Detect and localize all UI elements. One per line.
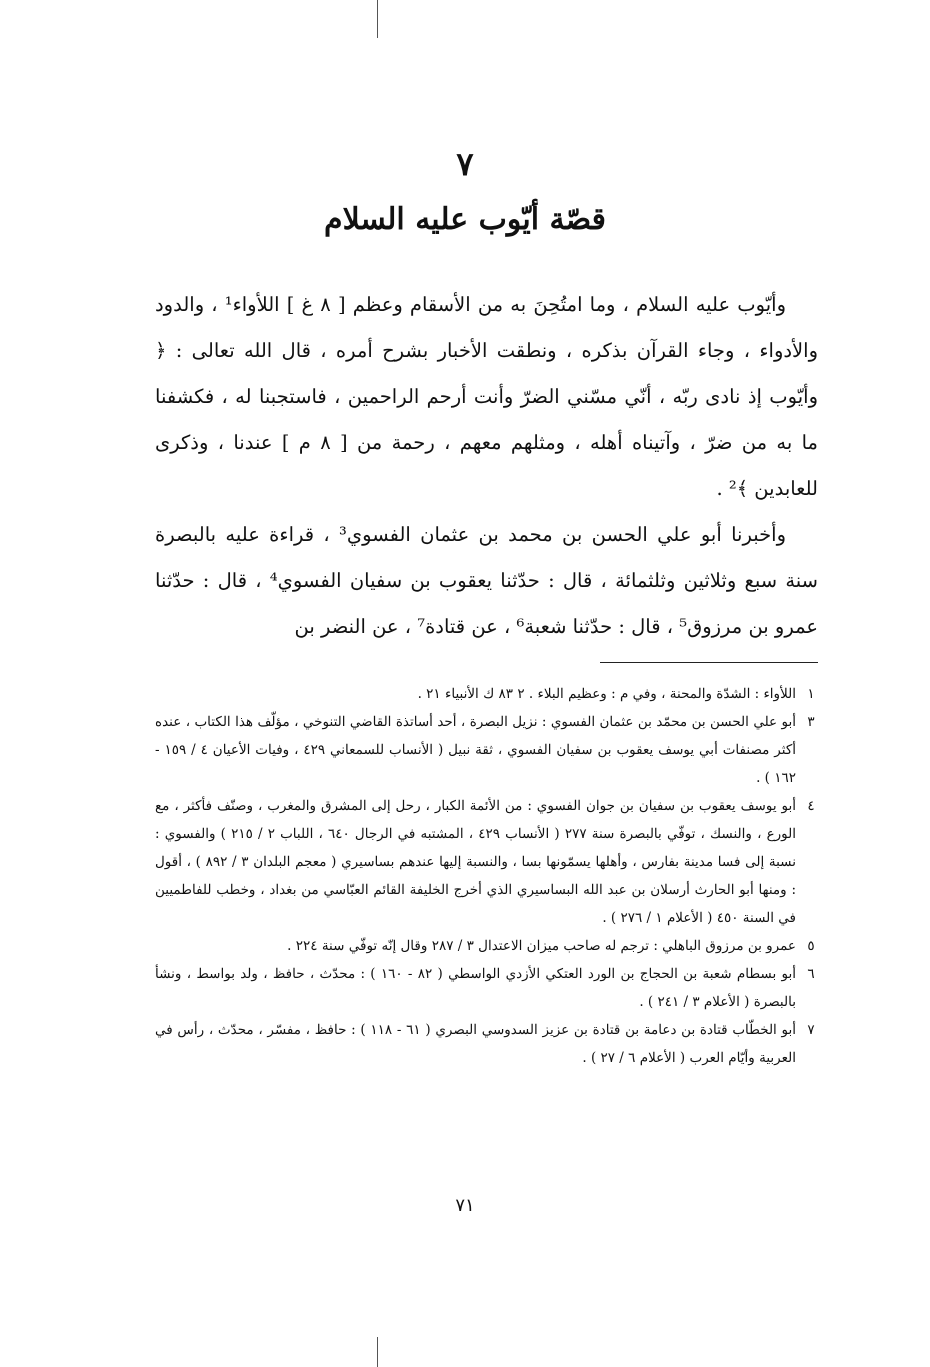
footnote-number: ٤: [807, 798, 815, 814]
fold-mark-bottom: [377, 1337, 378, 1367]
main-text: [155, 282, 818, 650]
footnote-text: أبو علي الحسن بن محمّد بن عثمان الفسوي : نزيل البصرة ، أحد أساتذة القاضي التنوخي ، مؤلّف هذا الكتاب ، عنده أكثر مصنفات أبي يوسف يعقوب بن سفيان الفسوي ، ثقة نبيل ( الأنساب للسمعاني ٤٢٩ ، وفيات الأعيان ٤ / ١٥٩ - ١٦٢ ) .: [155, 714, 796, 786]
footnote-number: ٧: [807, 1022, 815, 1038]
footnote-number: ٣: [807, 714, 815, 730]
footnote: [155, 708, 820, 792]
footnote-number: ٦: [807, 966, 815, 982]
page-number: ٧١: [455, 1195, 475, 1216]
chapter-title: قصّة أيّوب عليه السلام: [324, 202, 606, 237]
footnote: [155, 680, 820, 708]
footnote: [155, 1016, 820, 1072]
fold-mark-top: [377, 0, 378, 38]
footnote: [155, 960, 820, 1016]
footnote-text: أبو الخطّاب قتادة بن دعامة بن قتادة بن عزيز السدوسي البصري ( ٦١ - ١١٨ ) : حافظ ، مفسّر ، محدّث ، رأس في العربية وأيّام العرب ( الأعلام ٦ / ٢٧ ) .: [155, 1022, 796, 1066]
footnote-number: ١: [807, 686, 815, 702]
footnote-text: أبو يوسف يعقوب بن سفيان بن جوان الفسوي : من الأئمة الكبار ، رحل إلى المشرق والمغرب ، وصنّف فأكثر ، مع الورع ، والنسك ، توفّي بالبصرة سنة ٢٧٧ ( الأنساب ٤٢٩ ، المشتبه في الرجال ٦٤٠ ، اللباب ٢ / ٢١٥ ) والفسوي : نسبة إلى فسا مدينة بفارس ، وأهلها يسمّونها بسا ، والنسبة إليها عندهم بساسيري ( معجم البلدان ٣ / ٨٩٢ ) ، أقول : ومنها أبو الحارث أرسلان بن عبد الله البساسيري الذي أخرج الخليفة القائم العبّاسي من بغداد ، وخطب للفاطميين في السنة ٤٥٠ ( الأعلام ١ / ٢٧٦ ) .: [155, 798, 796, 926]
footnote-text: عمرو بن مرزوق الباهلي : ترجم له صاحب ميزان الاعتدال ٣ / ٢٨٧ وقال إنّه توفّي سنة ٢٢٤ .: [287, 938, 796, 954]
footnote: [155, 792, 820, 932]
footnote-number: ٥: [807, 938, 815, 954]
chapter-number: ٧: [456, 145, 474, 183]
footnotes: [155, 680, 820, 1072]
footnote-text: اللأواء : الشدّة والمحنة ، وفي م : وعظيم البلاء . ٢ ٨٣ ك الأنبياء ٢١ .: [417, 686, 796, 702]
paragraph: وأيّوب عليه السلام ، وما امتُحِنَ به من الأسقام وعظم [ ٨ غ ] اللأواء¹ ، والدود والأدواء ، وجاء القرآن بذكره ، ونطقت الأخبار بشرح أمره ، قال الله تعالى : ﴿ وأيّوب إذ نادى ربّه ، أنّي مسّني الضرّ وأنت أرحم الراحمين ، فاستجبنا له ، فكشفنا ما به من ضرّ ، وآتيناه أهله ، ومثلهم معهم ، رحمة من [ ٨ م ] عندنا ، وذكرى للعابدين ﴾² .: [155, 293, 818, 500]
footnote: [155, 932, 820, 960]
paragraph: وأخبرنا أبو علي الحسن بن محمد بن عثمان الفسوي³ ، قراءة عليه بالبصرة سنة سبع وثلاثين وثلثمائة ، قال : حدّثنا يعقوب بن سفيان الفسوي⁴ ، قال : حدّثنا عمرو بن مرزوق⁵ ، قال : حدّثنا شعبة⁶ ، عن قتادة⁷ ، عن النضر بن: [155, 523, 818, 638]
footnote-text: أبو بسطام شعبة بن الحجاج بن الورد العتكي الأزدي الواسطي ( ٨٢ - ١٦٠ ) : محدّث ، حافظ ، ولد بواسط ، ونشأ بالبصرة ( الأعلام ٣ / ٢٤١ ) .: [155, 966, 796, 1010]
footnote-separator: [600, 662, 818, 663]
